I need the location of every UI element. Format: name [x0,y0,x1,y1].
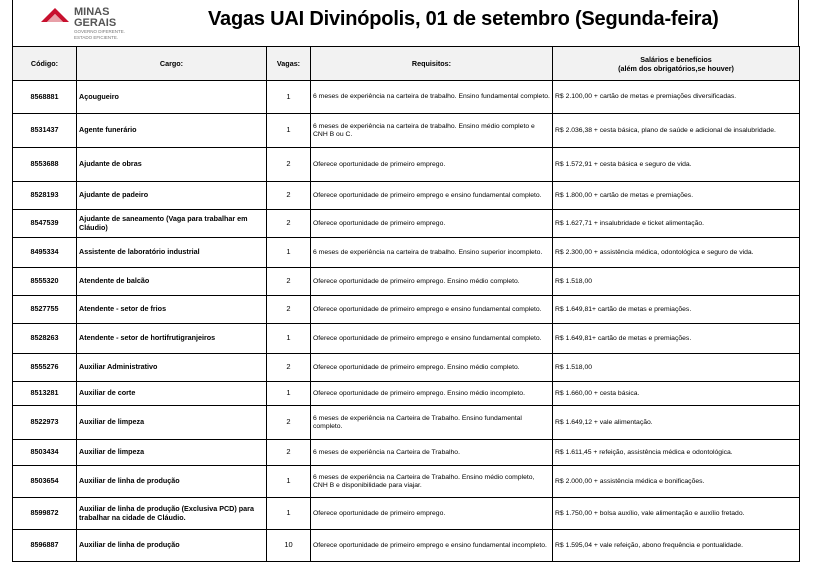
header-salarios-line1: Salários e benefícios [640,54,712,64]
row-codigo: 8599872 [13,498,77,530]
row-cargo: Auxiliar de linha de produção [77,530,267,562]
row-codigo: 8495334 [13,238,77,268]
row-salarios: R$ 2.036,38 + cesta básica, plano de saúde e adicional de insalubridade. [553,114,800,148]
page [12,0,800,580]
row-cargo: Agente funerário [77,114,267,148]
logo-line2: GERAIS [74,17,117,29]
row-salarios: R$ 2.100,00 + cartão de metas e premiações diversificadas. [553,81,800,114]
table-row [13,440,800,466]
row-salarios: R$ 1.800,00 + cartão de metas e premiações. [553,182,800,210]
row-vagas: 1 [267,114,311,148]
row-requisitos: Oferece oportunidade de primeiro emprego e ensino fundamental incompleto. [311,530,553,562]
row-requisitos: Oferece oportunidade de primeiro emprego. Ensino médio completo. [311,268,553,296]
table-row [13,498,800,530]
row-vagas: 10 [267,530,311,562]
row-vagas: 2 [267,440,311,466]
row-salarios: R$ 1.660,00 + cesta básica. [553,382,800,406]
row-requisitos: Oferece oportunidade de primeiro emprego. [311,498,553,530]
row-vagas: 2 [267,268,311,296]
row-vagas: 2 [267,406,311,440]
row-vagas: 1 [267,382,311,406]
row-cargo: Ajudante de saneamento (Vaga para trabalhar em Cláudio) [77,210,267,238]
table-row [13,324,800,354]
row-requisitos: 6 meses de experiência na carteira de trabalho. Ensino superior incompleto. [311,238,553,268]
row-requisitos: Oferece oportunidade de primeiro emprego. [311,148,553,182]
row-codigo: 8596887 [13,530,77,562]
row-requisitos: Oferece oportunidade de primeiro emprego. [311,210,553,238]
header-vagas: Vagas: [267,47,311,81]
row-salarios: R$ 1.595,04 + vale refeição, abono frequência e pontualidade. [553,530,800,562]
table-row [13,268,800,296]
row-salarios: R$ 2.000,00 + assistência médica e bonificações. [553,466,800,498]
row-requisitos: 6 meses de experiência na carteira de trabalho. Ensino médio completo e CNH B ou C. [311,114,553,148]
table-row [13,182,800,210]
minas-gerais-logo [41,4,191,42]
row-cargo: Auxiliar de limpeza [77,440,267,466]
row-requisitos: Oferece oportunidade de primeiro emprego e ensino fundamental completo. [311,324,553,354]
row-cargo: Ajudante de padeiro [77,182,267,210]
row-codigo: 8553688 [13,148,77,182]
row-codigo: 8555320 [13,268,77,296]
table-row [13,238,800,268]
row-cargo: Ajudante de obras [77,148,267,182]
header-requisitos: Requisitos: [311,47,553,81]
row-cargo: Açougueiro [77,81,267,114]
row-cargo: Atendente - setor de frios [77,296,267,324]
row-cargo: Auxiliar de linha de produção (Exclusiva PCD) para trabalhar na cidade de Cláudio. [77,498,267,530]
row-salarios: R$ 2.300,00 + assistência médica, odontológica e seguro de vida. [553,238,800,268]
row-vagas: 2 [267,148,311,182]
row-vagas: 2 [267,354,311,382]
table-row [13,530,800,562]
row-cargo: Auxiliar de limpeza [77,406,267,440]
header-salarios-line2: (além dos obrigatórios,se houver) [618,63,734,73]
table-row [13,210,800,238]
row-codigo: 8528193 [13,182,77,210]
row-salarios: R$ 1.518,00 [553,268,800,296]
row-codigo: 8513281 [13,382,77,406]
row-cargo: Atendente - setor de hortifrutigranjeiros [77,324,267,354]
row-cargo: Atendente de balcão [77,268,267,296]
table-row [13,81,800,114]
row-requisitos: Oferece oportunidade de primeiro emprego e ensino fundamental completo. [311,182,553,210]
row-vagas: 2 [267,210,311,238]
row-vagas: 1 [267,238,311,268]
table-header-row [13,47,800,81]
row-vagas: 1 [267,81,311,114]
row-codigo: 8527755 [13,296,77,324]
row-salarios: R$ 1.627,71 + insalubridade e ticket alimentação. [553,210,800,238]
row-salarios: R$ 1.750,00 + bolsa auxílio, vale alimentação e auxílio fretado. [553,498,800,530]
row-codigo: 8555276 [13,354,77,382]
header-salarios [553,47,800,81]
row-codigo: 8503434 [13,440,77,466]
row-vagas: 1 [267,498,311,530]
header [12,0,799,46]
row-salarios: R$ 1.572,91 + cesta básica e seguro de vida. [553,148,800,182]
table-row [13,466,800,498]
row-requisitos: 6 meses de experiência na Carteira de Trabalho. Ensino fundamental completo. [311,406,553,440]
row-salarios: R$ 1.649,81+ cartão de metas e premiações. [553,324,800,354]
row-cargo: Assistente de laboratório industrial [77,238,267,268]
row-codigo: 8568881 [13,81,77,114]
header-cargo: Cargo: [77,47,267,81]
row-codigo: 8522973 [13,406,77,440]
row-codigo: 8528263 [13,324,77,354]
page-title: Vagas UAI Divinópolis, 01 de setembro (Segunda-feira) [208,8,719,30]
table-row [13,354,800,382]
row-codigo: 8531437 [13,114,77,148]
row-requisitos: 6 meses de experiência na Carteira de Trabalho. Ensino médio completo, CNH B e disponibilidade para viajar. [311,466,553,498]
row-cargo: Auxiliar de corte [77,382,267,406]
row-cargo: Auxiliar Administrativo [77,354,267,382]
row-requisitos: 6 meses de experiência na Carteira de Trabalho. [311,440,553,466]
table-row [13,148,800,182]
vacancy-table [12,46,800,562]
table-row [13,382,800,406]
row-salarios: R$ 1.649,81+ cartão de metas e premiações. [553,296,800,324]
table-row [13,296,800,324]
row-codigo: 8503654 [13,466,77,498]
row-salarios: R$ 1.611,45 + refeição, assistência médica e odontológica. [553,440,800,466]
header-codigo: Código: [13,47,77,81]
row-codigo: 8547539 [13,210,77,238]
logo-tagline2: ESTADO EFICIENTE. [74,35,119,40]
table-row [13,114,800,148]
row-vagas: 2 [267,182,311,210]
logo-tagline1: GOVERNO DIFERENTE. [74,29,126,34]
row-requisitos: 6 meses de experiência na carteira de trabalho. Ensino fundamental completo. [311,81,553,114]
row-salarios: R$ 1.518,00 [553,354,800,382]
row-vagas: 1 [267,466,311,498]
table-row [13,406,800,440]
row-requisitos: Oferece oportunidade de primeiro emprego e ensino fundamental completo. [311,296,553,324]
row-requisitos: Oferece oportunidade de primeiro emprego. Ensino médio completo. [311,354,553,382]
row-requisitos: Oferece oportunidade de primeiro emprego. Ensino médio incompleto. [311,382,553,406]
row-cargo: Auxiliar de linha de produção [77,466,267,498]
row-vagas: 1 [267,324,311,354]
logo-line1: MINAS [74,6,110,18]
row-salarios: R$ 1.649,12 + vale alimentação. [553,406,800,440]
logo-graphic [41,4,191,42]
row-vagas: 2 [267,296,311,324]
